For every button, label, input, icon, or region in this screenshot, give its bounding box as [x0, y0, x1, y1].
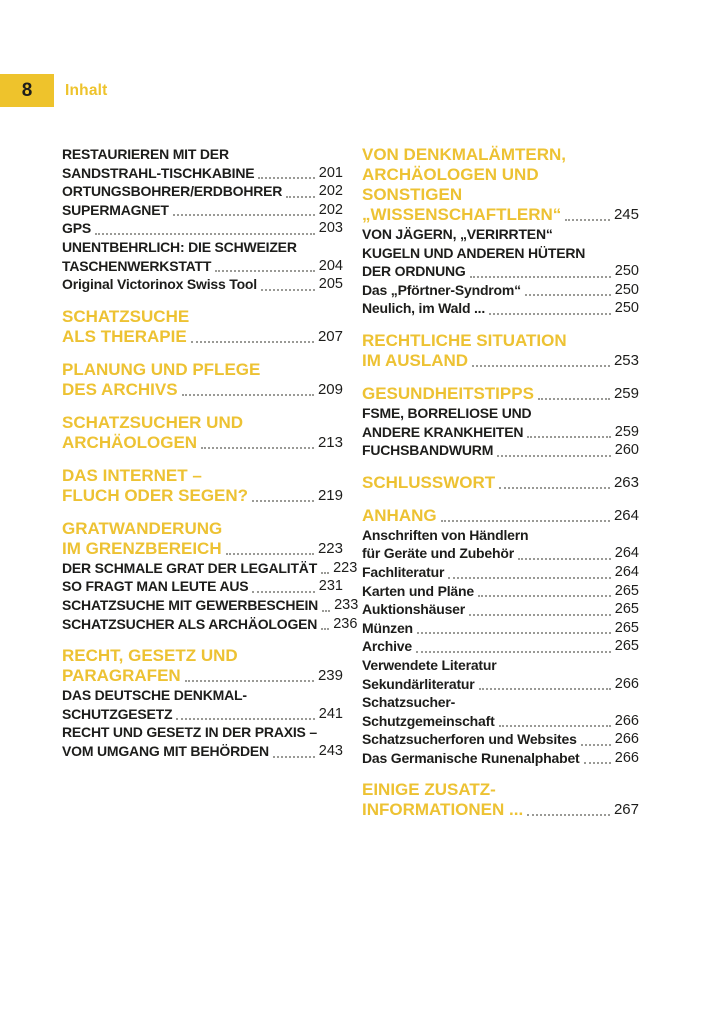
- dotted-leader: [416, 651, 611, 653]
- page-number: 265: [614, 601, 639, 618]
- entry-title: SCHUTZGESETZ: [62, 705, 173, 722]
- entry-title: für Geräte und Zubehör: [362, 545, 514, 562]
- toc-line: [62, 380, 343, 400]
- toc-line: [362, 730, 639, 749]
- entry-title: VON DENKMALÄMTERN,: [362, 145, 566, 164]
- toc-entry: [62, 577, 343, 596]
- page-number: 250: [614, 263, 639, 280]
- toc-entry: [362, 749, 639, 768]
- entry-title: Anschriften von Händlern: [362, 526, 529, 543]
- entry-title: Das Germanische Runenalphabet: [362, 749, 580, 766]
- toc-column-right: [362, 145, 639, 820]
- page-number: 209: [317, 380, 343, 398]
- page-number: 202: [318, 201, 343, 218]
- entry-title: Verwendete Literatur: [362, 656, 497, 673]
- entry-title: IM AUSLAND: [362, 350, 469, 370]
- entry-title: DER ORDNUNG: [362, 263, 466, 280]
- entry-title: VON JÄGERN, „VERIRRTEN“: [362, 226, 553, 242]
- page-number: 265: [614, 638, 639, 655]
- toc-line: [362, 281, 639, 300]
- toc-chapter: [362, 506, 639, 526]
- entry-title: RECHTLICHE SITUATION: [362, 330, 567, 350]
- entry-title: SCHATZSUCHER UND: [62, 412, 244, 432]
- dotted-leader: [182, 394, 314, 396]
- page-number: 243: [318, 742, 343, 759]
- toc-entry: [62, 686, 343, 723]
- page-number: 259: [614, 423, 639, 440]
- toc-line: [362, 506, 639, 526]
- toc-line: [362, 749, 639, 768]
- page-number: 233: [334, 596, 359, 613]
- toc-entry: [62, 145, 343, 182]
- toc-entry: [362, 404, 639, 441]
- toc-header: Inhalt: [65, 81, 108, 99]
- dotted-leader: [321, 628, 329, 630]
- toc-line: [362, 473, 639, 493]
- toc-line: [362, 299, 639, 318]
- toc-entry: [362, 600, 639, 619]
- entry-title: Auktionshäuser: [362, 601, 465, 618]
- dotted-leader: [499, 725, 611, 727]
- entry-title: Karten und Pläne: [362, 582, 474, 599]
- page-number: 207: [317, 327, 343, 345]
- dotted-leader: [286, 196, 315, 198]
- toc-line: [62, 219, 343, 238]
- page-number: 264: [614, 563, 639, 580]
- dotted-leader: [258, 177, 314, 179]
- toc-line: [62, 577, 343, 596]
- toc-entry: [362, 730, 639, 749]
- dotted-leader: [261, 289, 315, 291]
- entry-title: ORTUNGSBOHRER/ERDBOHRER: [62, 183, 283, 200]
- entry-title: „WISSENSCHAFTLERN“: [362, 205, 562, 224]
- toc-entry: [362, 299, 639, 318]
- dotted-leader: [584, 762, 611, 764]
- dotted-leader: [191, 341, 314, 343]
- page-number: 253: [613, 351, 639, 369]
- toc-line: [62, 164, 343, 183]
- toc-entry: [62, 615, 358, 634]
- dotted-leader: [518, 558, 611, 560]
- dotted-leader: [95, 233, 315, 235]
- entry-title: PARAGRAFEN: [62, 666, 181, 686]
- page-number: 239: [317, 667, 343, 685]
- page-number: 265: [614, 582, 639, 599]
- page-number-badge: [0, 74, 54, 107]
- dotted-leader: [252, 500, 314, 502]
- dotted-leader: [226, 553, 314, 555]
- page-number: 241: [318, 705, 343, 722]
- toc-line: [362, 619, 639, 638]
- entry-title: RECHT UND GESETZ IN DER PRAXIS –: [62, 724, 317, 741]
- toc-entry: [362, 441, 639, 460]
- dotted-leader: [173, 214, 315, 216]
- toc-entry: [362, 637, 639, 656]
- page-number: 223: [317, 539, 343, 557]
- toc-chapter: [362, 331, 639, 371]
- toc-entry: [62, 596, 359, 615]
- toc-line: [62, 327, 343, 347]
- toc-line: [362, 205, 639, 225]
- dotted-leader: [527, 436, 611, 438]
- toc-line: [362, 423, 639, 442]
- page-number: 264: [613, 506, 639, 524]
- entry-title: FUCHSBANDWURM: [362, 442, 494, 459]
- toc-column-left: [62, 145, 359, 761]
- toc-chapter: [62, 307, 343, 347]
- toc-line: [62, 705, 343, 724]
- toc-chapter: [62, 413, 343, 453]
- entry-title: Schatzsucher-: [362, 694, 456, 711]
- page-number: 267: [613, 801, 639, 819]
- toc-entry: [362, 281, 639, 300]
- entry-title: SCHATZSUCHE: [62, 306, 190, 326]
- toc-chapter: [62, 466, 343, 506]
- entry-title: SCHATZSUCHE MIT GEWERBESCHEIN: [62, 596, 319, 613]
- dotted-leader: [470, 276, 611, 278]
- toc-line: [362, 600, 639, 619]
- toc-line: [362, 637, 639, 656]
- page-number: 245: [613, 206, 639, 223]
- dotted-leader: [322, 610, 330, 612]
- dotted-leader: [201, 447, 314, 449]
- dotted-leader: [185, 680, 314, 682]
- entry-title: GPS: [62, 220, 91, 237]
- dotted-leader: [252, 591, 314, 593]
- dotted-leader: [273, 756, 315, 758]
- toc-chapter: [362, 384, 639, 404]
- toc-entry: [62, 559, 358, 578]
- toc-chapter: [362, 780, 639, 820]
- toc-chapter: [62, 360, 343, 400]
- page-number: 213: [317, 433, 343, 451]
- toc-entry: [62, 201, 343, 220]
- entry-title: EINIGE ZUSATZ-: [362, 780, 496, 800]
- entry-title: ARCHÄOLOGEN UND: [362, 165, 539, 184]
- toc-entry: [62, 238, 343, 275]
- dotted-leader: [469, 614, 611, 616]
- dotted-leader: [321, 572, 329, 574]
- entry-title: UNENTBEHRLICH: DIE SCHWEIZER: [62, 238, 297, 255]
- toc-line: [62, 596, 359, 615]
- toc-entry: [362, 526, 639, 563]
- entry-title: ARCHÄOLOGEN: [62, 432, 198, 452]
- entry-title: RESTAURIEREN MIT DER: [62, 146, 229, 162]
- toc-line: [362, 800, 639, 820]
- toc-entry: [362, 563, 639, 582]
- page-number: 265: [614, 619, 639, 636]
- page-number: 266: [614, 731, 639, 748]
- entry-title: DAS INTERNET –: [62, 465, 202, 485]
- dotted-leader: [417, 632, 611, 634]
- toc-line: [62, 433, 343, 453]
- page-number: 259: [613, 384, 639, 402]
- dotted-leader: [565, 219, 610, 221]
- toc-entry: [62, 182, 343, 201]
- toc-line: [362, 675, 639, 694]
- page-number: 201: [318, 164, 343, 181]
- dotted-leader: [176, 718, 314, 720]
- entry-title: Schatzsucherforen und Websites: [362, 731, 577, 748]
- toc-line: [362, 544, 639, 563]
- toc-line: [362, 563, 639, 582]
- toc-entry: [362, 693, 639, 730]
- entry-title: Das „Pförtner-Syndrom“: [362, 281, 521, 298]
- entry-title: Neulich, im Wald ...: [362, 300, 486, 317]
- entry-title: Fachliteratur: [362, 563, 445, 580]
- page-number: 264: [614, 545, 639, 562]
- page-number: 236: [333, 615, 358, 632]
- entry-title: DES ARCHIVS: [62, 379, 178, 399]
- toc-entry: [362, 675, 639, 694]
- toc-chapter: [62, 519, 343, 559]
- entry-title: Sekundärliteratur: [362, 675, 475, 692]
- dotted-leader: [489, 313, 611, 315]
- toc-line: [62, 201, 343, 220]
- toc-chapter: [362, 473, 639, 493]
- page-number: 219: [317, 486, 343, 504]
- toc-line: [62, 486, 343, 506]
- page-number: 266: [614, 712, 639, 729]
- entry-title: VOM UMGANG MIT BEHÖRDEN: [62, 742, 269, 759]
- entry-title: RECHT, GESETZ UND: [62, 646, 238, 666]
- toc-entry: [62, 723, 343, 760]
- page-number: 231: [318, 578, 343, 595]
- dotted-leader: [448, 577, 611, 579]
- entry-title: GRATWANDERUNG: [62, 518, 223, 538]
- toc-line: [362, 441, 639, 460]
- entry-title: PLANUNG UND PFLEGE: [62, 359, 261, 379]
- dotted-leader: [499, 487, 610, 489]
- entry-title: SANDSTRAHL-TISCHKABINE: [62, 164, 255, 181]
- dotted-leader: [525, 294, 611, 296]
- toc-line: [62, 615, 358, 634]
- page-number: 223: [333, 559, 358, 576]
- dotted-leader: [478, 595, 611, 597]
- toc-line: [362, 582, 639, 601]
- entry-title: GESUNDHEITSTIPPS: [362, 383, 534, 403]
- toc-line: [62, 182, 343, 201]
- toc-entry: [62, 275, 343, 294]
- page-number: 266: [614, 675, 639, 692]
- dotted-leader: [215, 270, 315, 272]
- toc-entry: [62, 219, 343, 238]
- toc-entry: [362, 582, 639, 601]
- page-number: 250: [614, 281, 639, 298]
- entry-title: SONSTIGEN: [362, 185, 463, 204]
- entry-title: ANHANG: [362, 505, 437, 525]
- page-number: 263: [613, 473, 639, 491]
- entry-title: SUPERMAGNET: [62, 201, 169, 218]
- toc-line: [62, 257, 343, 276]
- toc-line: [62, 539, 343, 559]
- entry-title: ALS THERAPIE: [62, 326, 187, 346]
- dotted-leader: [527, 814, 610, 816]
- toc-line: [362, 712, 639, 731]
- entry-title: INFORMATIONEN ...: [362, 800, 524, 820]
- toc-line: [62, 559, 358, 578]
- toc-line: [362, 262, 639, 281]
- entry-title: IM GRENZBEREICH: [62, 538, 222, 558]
- toc-entry: [362, 225, 639, 281]
- dotted-leader: [581, 744, 611, 746]
- page-number-label: 8: [21, 79, 33, 101]
- entry-title: Archive: [362, 638, 412, 655]
- dotted-leader: [472, 365, 610, 367]
- entry-title: Original Victorinox Swiss Tool: [62, 276, 257, 293]
- toc-line: [362, 351, 639, 371]
- page-number: 266: [614, 749, 639, 766]
- entry-title: KUGELN UND ANDEREN HÜTERN: [362, 244, 586, 261]
- toc-entry: [362, 656, 639, 675]
- toc-line: [62, 742, 343, 761]
- dotted-leader: [479, 688, 611, 690]
- page-number: 205: [318, 276, 343, 293]
- entry-title: Münzen: [362, 619, 413, 636]
- page-number: 203: [318, 220, 343, 237]
- page-number: 204: [318, 257, 343, 274]
- toc-line: [62, 275, 343, 294]
- toc-chapter: [62, 646, 343, 686]
- toc-line: [62, 666, 343, 686]
- dotted-leader: [497, 455, 611, 457]
- dotted-leader: [441, 520, 610, 522]
- entry-title: FLUCH ODER SEGEN?: [62, 485, 249, 505]
- entry-title: Schutzgemeinschaft: [362, 712, 495, 729]
- entry-title: FSME, BORRELIOSE UND: [362, 404, 532, 421]
- entry-title: DER SCHMALE GRAT DER LEGALITÄT: [62, 559, 318, 576]
- page-number: 260: [614, 442, 639, 459]
- toc-entry: [362, 619, 639, 638]
- entry-title: SCHATZSUCHER ALS ARCHÄOLOGEN: [62, 615, 318, 632]
- toc-chapter: [362, 145, 639, 225]
- entry-title: TASCHENWERKSTATT: [62, 257, 212, 274]
- dotted-leader: [538, 398, 610, 400]
- toc-line: [362, 384, 639, 404]
- entry-title: ANDERE KRANKHEITEN: [362, 423, 524, 440]
- entry-title: DAS DEUTSCHE DENKMAL-: [62, 687, 247, 704]
- entry-title: SCHLUSSWORT: [362, 472, 496, 492]
- entry-title: SO FRAGT MAN LEUTE AUS: [62, 578, 249, 595]
- page-number: 202: [318, 183, 343, 200]
- page-number: 250: [614, 300, 639, 317]
